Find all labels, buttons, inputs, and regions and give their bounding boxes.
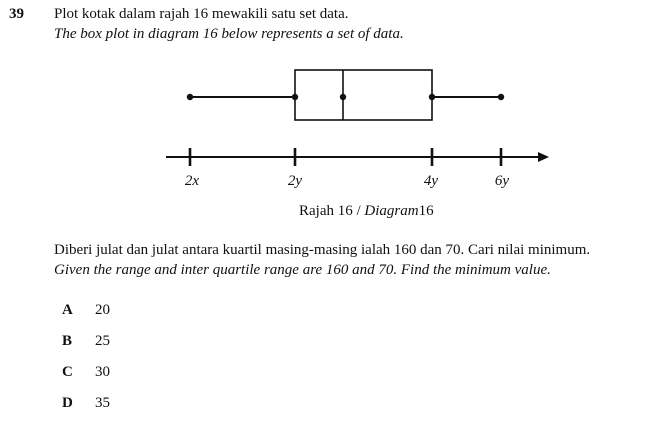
option-value: 20 (95, 302, 110, 318)
lower-quartile-point (292, 94, 298, 100)
option-letter: C (62, 364, 73, 380)
question-text-malay: Plot kotak dalam rajah 16 mewakili satu set data. (54, 6, 349, 22)
interquartile-box (295, 70, 432, 120)
option-d[interactable] (62, 395, 110, 412)
option-value: 30 (95, 364, 110, 380)
maximum-point (498, 94, 504, 100)
median-point (340, 94, 346, 100)
diagram-caption (299, 203, 434, 220)
caption-english: Diagram (364, 203, 419, 219)
option-letter: B (62, 333, 73, 349)
number-line-arrow-icon (538, 152, 549, 162)
axis-label-2x: 2x (184, 173, 200, 189)
option-letter: A (62, 302, 73, 318)
option-letter: D (62, 395, 73, 411)
upper-quartile-point (429, 94, 435, 100)
axis-label-6y: 6y (494, 173, 510, 189)
given-text-malay: Diberi julat dan julat antara kuartil masing-masing ialah 160 dan 70. Cari nilai minimum. (54, 242, 591, 258)
option-value: 35 (95, 395, 110, 411)
caption-malay: Rajah 16 / (299, 203, 365, 219)
question-number: 39 (9, 6, 24, 22)
option-a[interactable] (62, 302, 110, 319)
option-b[interactable] (62, 333, 110, 350)
axis-label-2y: 2y (287, 173, 303, 189)
caption-number: 16 (418, 203, 434, 219)
option-value: 25 (95, 333, 110, 349)
question-text-english: The box plot in diagram 16 below represents a set of data. (54, 26, 404, 42)
option-c[interactable] (62, 364, 110, 381)
given-text-english: Given the range and inter quartile range are 160 and 70. Find the minimum value. (54, 262, 551, 278)
minimum-point (187, 94, 193, 100)
axis-label-4y: 4y (423, 173, 439, 189)
